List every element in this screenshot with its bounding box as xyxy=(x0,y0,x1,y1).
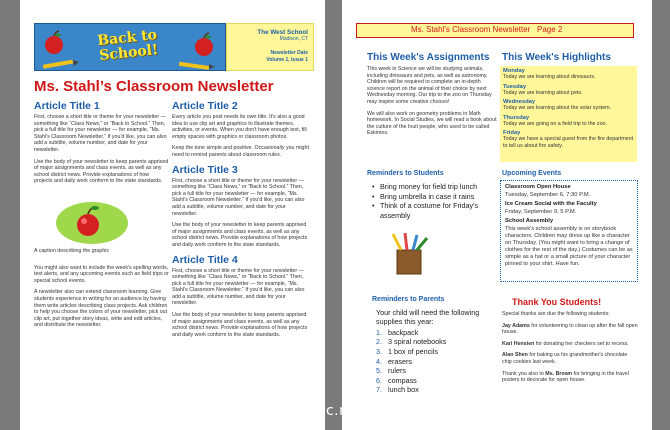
assignments-title: This Week's Assignments xyxy=(367,52,490,63)
article-3-paragraph: First, choose a short title or theme for your newsletter — something like “Class News,” or “Back to School.” Then, pick a full title for your newsletter — for example, “Ms. Stahl's Classroom Newsletter.” If you'd like, you can also add a subtitle, volume number, and date for your newsletter. xyxy=(172,177,305,217)
article-2-paragraph: Every article you post needs its own title. It's also a good idea to use clip art and graphics to illustrate themes, activities, or events. When you don't have enough text, fill empty spaces with graphics or classroom photos. xyxy=(172,114,307,140)
article-1-title: Article Title 1 xyxy=(34,100,100,112)
article-3-paragraph: Use the body of your newsletter to keep parents apprised of major assignments and class events, as well as any school district news. Provide explanations of how projects and daily work conform to the state standards. xyxy=(172,222,308,248)
graphic-caption: A caption describing the graphic xyxy=(34,247,110,254)
school-info-box xyxy=(226,23,314,71)
highlight-day-wednesday: Wednesday xyxy=(503,99,536,106)
article-3-title: Article Title 3 xyxy=(172,163,238,176)
school-city: Madison, CT xyxy=(279,36,308,42)
list-item: 6. compass xyxy=(376,375,417,385)
list-item: 4. erasers xyxy=(376,356,412,366)
assignments-paragraph: This week in Science we will be studying animals, including dinosaurs and pets, as well as astronomy. Children will be required to complete an in-depth science report on the animal of their choice by next Wednesday morning. Our trip to the zoo on Thursday may inspire some creative choices! xyxy=(367,66,492,105)
apple-icon xyxy=(43,30,65,56)
list-item: • Bring umbrella in case it rains xyxy=(372,192,500,202)
highlight-day-tuesday: Tuesday xyxy=(503,83,527,90)
event-2-title: Ice Cream Social with the Faculty xyxy=(505,200,597,207)
article-1-paragraph: You might also want to include the week's spelling words, test alerts, and any upcoming events such as field trips or special school events. xyxy=(34,264,169,284)
supplies-intro: Your child will need the following supplies this year: xyxy=(376,308,480,327)
page-2-header-text: Ms. Stahl's Classroom Newsletter Page 2 xyxy=(411,25,563,34)
article-4-paragraph: First, choose a short title or theme for your newsletter — something like “Class News,” or “Back to School.” Then, pick a full title for your newsletter — for example, “Ms. Stahl's Classroom Newsletter.” If you'd like, you can also add a subtitle, volume number, and date for your newsletter. xyxy=(172,267,305,307)
list-item: 2. 3 spiral notebooks xyxy=(376,337,447,347)
list-item: 7. lunch box xyxy=(376,385,419,395)
list-item: 3. 1 box of pencils xyxy=(376,347,438,356)
events-box xyxy=(500,180,638,282)
list-item: • Bring money for field trip lunch xyxy=(372,182,500,192)
left-column xyxy=(34,100,169,334)
highlight-text: Today we have a special guest from the fire department to tell us about fire safety. xyxy=(503,136,634,149)
event-1-title: Classroom Open House xyxy=(505,184,571,190)
apple-icon xyxy=(193,32,215,58)
list-item: 1. backpack xyxy=(376,327,419,337)
assignments-body xyxy=(367,66,497,142)
thanks-brown: Thank you also to Ms. Brown for bringing in the travel posters to decorate for open house. xyxy=(502,370,629,384)
watermark: 双电网(www.pcpc.me) xyxy=(210,403,369,419)
thanks-title: Thank You Students! xyxy=(512,297,602,307)
thanks-body xyxy=(502,311,638,384)
list-item: 5. rulers xyxy=(376,366,406,376)
banner-title: Back to School! xyxy=(96,26,159,64)
article-1-paragraph: A newsletter also can extend classroom learning. Give students experience in writing for an audience by having them write articles describing class projects. Ask children to help you choose the colors of your newsletter, pick out clip art, put together story ideas, write and edit articles, and distribute the newsletter. xyxy=(34,289,168,329)
article-2-title: Article Title 2 xyxy=(172,100,238,112)
list-item: • Think of a costume for Friday's assembly xyxy=(372,201,500,220)
event-3-title: School Assembly xyxy=(505,218,554,225)
event-3-text: This week's school assembly is on storybook characters. Children may dress up like a character on Thursday. (You might want to bring a change of clothes for the rest of the day.) Costumes can be as simple as a hat or a small picture of your character pinned to your shirt. Have fun. xyxy=(505,226,633,268)
newsletter-page-2 xyxy=(342,0,652,430)
volume-issue: Volume 1, Issue 1 xyxy=(266,57,308,63)
pencil-cup-clipart xyxy=(387,232,433,276)
newsletter-title: Ms. Stahl’s Classroom Newsletter xyxy=(34,78,274,95)
assignments-paragraph: We will also work on geometry problems in Math homework. In Social Studies, we will read a book about the culture of the Inuit people, who used to be called Eskimos. xyxy=(367,110,497,137)
school-name: The West School xyxy=(257,29,308,36)
highlight-day-monday: Monday xyxy=(503,68,525,74)
thanks-alan: Alan Shen for baking us his grandmother's chocolate chip cookies last week. xyxy=(502,352,628,365)
highlight-text: Today we are learning about pets. xyxy=(503,89,583,96)
article-1-paragraph: Use the body of your newsletter to keep parents apprised of major assignments and class events, as well as any school district news. Provide explanations of how projects and daily work conform to the state standards. xyxy=(34,158,169,185)
thanks-intro: Special thanks are due the following students: xyxy=(502,311,610,317)
right-column xyxy=(172,100,312,343)
newsletter-date: Newsletter Date xyxy=(270,50,308,56)
reminders-students-list xyxy=(372,182,500,220)
highlight-text: Today we are learning about dinosaurs. xyxy=(503,74,596,80)
reminders-students-title: Reminders to Students xyxy=(367,170,444,177)
pencil-icon xyxy=(175,58,215,68)
highlight-day-thursday: Thursday xyxy=(503,114,530,121)
highlights-title: This Week's Highlights xyxy=(502,52,611,63)
article-4-paragraph: Use the body of your newsletter to keep parents apprised of major assignments and class events, as well as any school district news. Provide explanations of how projects and daily work conform to the state standards. xyxy=(172,312,308,338)
article-2-paragraph: Keep the tone simple and positive. Occasionally you might need to remind parents about classroom rules. xyxy=(172,145,309,158)
event-1-date: Tuesday, September 6, 7:30 P.M. xyxy=(505,192,591,198)
pencil-icon xyxy=(39,56,79,66)
reminders-parents-title: Reminders to Parents xyxy=(372,296,445,303)
article-4-title: Article Title 4 xyxy=(172,253,238,266)
thanks-jay: Jay Adams for volunteering to clean up after the fall open house. xyxy=(502,322,638,336)
thanks-kari: Kari Hensien for donating her checkers set to recess. xyxy=(502,340,629,347)
events-title: Upcoming Events xyxy=(502,170,562,177)
reminders-parents-body xyxy=(376,308,496,395)
article-1-paragraph: First, choose a short title or theme for your newsletter — something like “Class News,” or “Back to School.” Then, pick a full title for your newsletter — for example, “Ms. Stahl’s Classroom Newsletter.” If you'd like, you can also add a subtitle, volume number, and date for your newsletter. xyxy=(34,114,167,153)
apple-clipart xyxy=(54,195,134,245)
highlight-day-friday: Friday xyxy=(503,130,521,137)
page-2-header xyxy=(356,23,634,38)
newsletter-page-1 xyxy=(20,0,325,430)
event-2-date: Friday, September 9, 5 P.M. xyxy=(505,208,577,215)
highlight-text: Today we are learning about the solar system. xyxy=(503,105,612,112)
highlights-box xyxy=(500,66,637,162)
back-to-school-banner xyxy=(34,23,226,71)
highlight-text: Today we are going on a field trip to the zoo. xyxy=(503,120,607,127)
